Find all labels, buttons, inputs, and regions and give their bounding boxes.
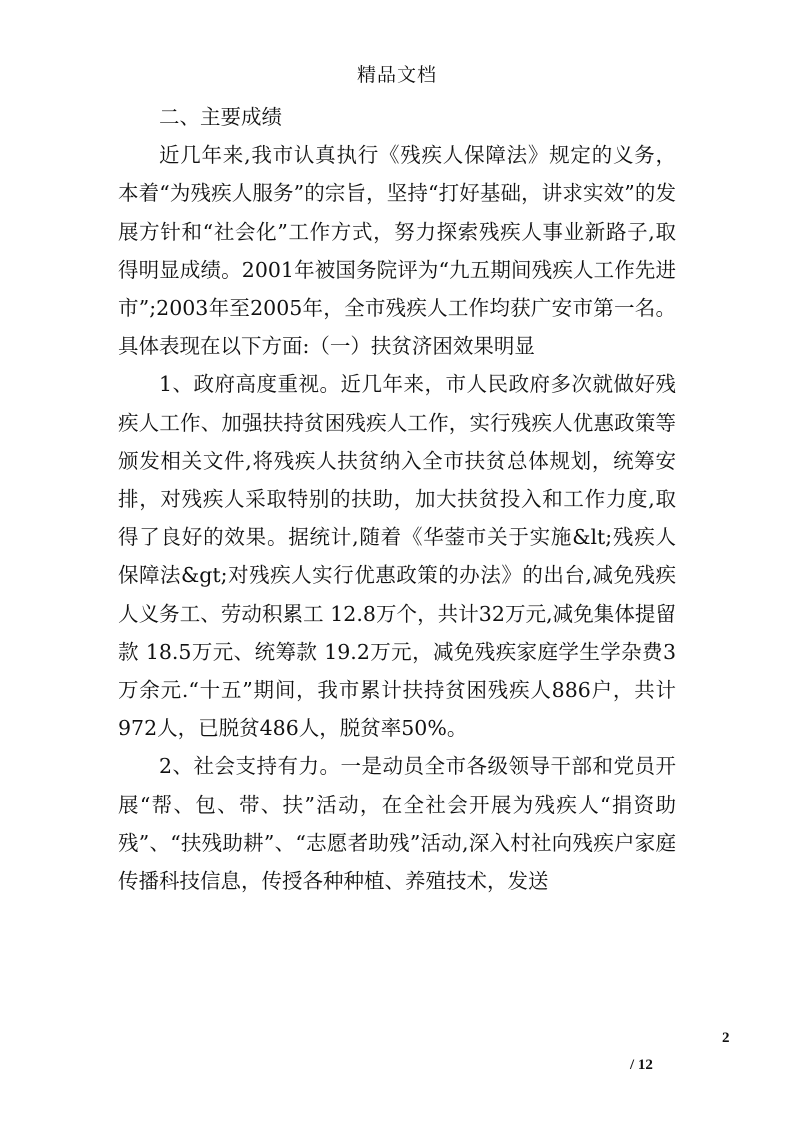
section-heading: 二、主要成绩	[159, 105, 282, 129]
paragraph-government-support: 1、政府高度重视。近几年来，市人民政府多次就做好残疾人工作、加强扶持贫困残疾人工作，实行残疾人优惠政策等颁发相关文件,将残疾人扶贫纳入全市扶贫总体规划，统筹安排，对残疾人采取特别的扶助，加大扶贫投入和工作力度,取得了良好的效果。据统计,随着《华蓥市关于实施&lt;残疾人保障法&gt;对残疾人实行优惠政策的办法》的出台,减免残疾人义务工、劳动积累工 12.8万个，共计32万元,减免集体提留款 18.5万元、统筹款 19.2万元，减免残疾家庭学生学杂费3万余元.“十五”期间，我市累计扶持贫困残疾人886户，共计972人，已脱贫486人，脱贫率50%。	[118, 372, 676, 741]
paragraph-intro: 近几年来,我市认真执行《残疾人保障法》规定的义务，本着“为残疾人服务”的宗旨，坚持“打好基础，讲求实效”的发展方针和“社会化”工作方式，努力探索残疾人事业新路子,取得明显成绩。2001年被国务院评为“九五期间残疾人工作先进市”;2003年至2005年，全市残疾人工作均获广安市第一名。具体表现在以下方面:（一）扶贫济困效果明显	[118, 143, 676, 359]
page-header-title: 精品文档	[356, 64, 437, 86]
document-body	[118, 98, 676, 900]
paragraph-social-support: 2、社会支持有力。一是动员全市各级领导干部和党员开展“帮、包、带、扶”活动，在全社会开展为残疾人“捐资助残”、“扶残助耕”、“志愿者助残”活动,深入村社向残疾户家庭传播科技信息，传授各种种植、养殖技术，发送	[118, 754, 676, 894]
page-number: 2	[722, 1030, 730, 1046]
page-total: / 12	[630, 1057, 653, 1073]
